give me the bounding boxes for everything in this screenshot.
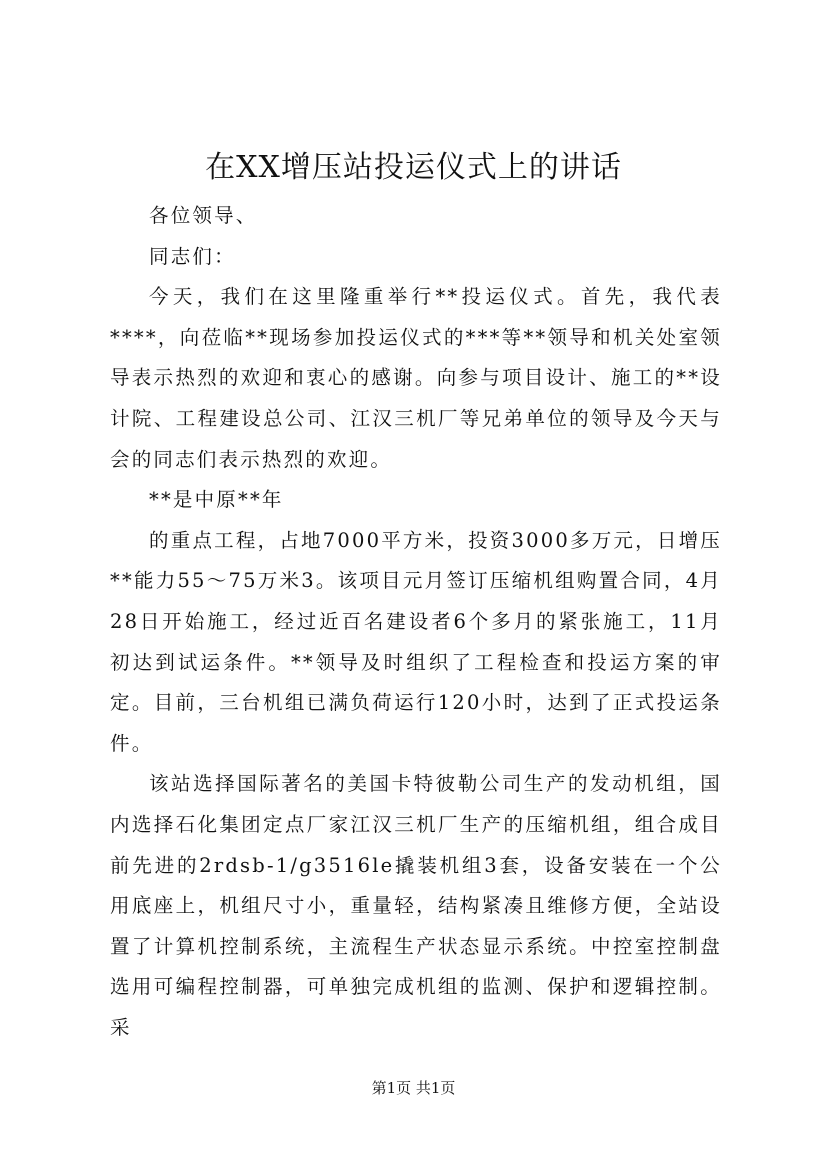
- page-footer: 第1页 共1页: [371, 1079, 456, 1097]
- salutation-line-1: 各位领导、: [149, 204, 258, 227]
- salutation-line-2: 同志们：: [149, 244, 236, 268]
- paragraph-project-intro: **是中原**年: [149, 488, 284, 512]
- paragraph-project-details: 的重点工程，占地7000平方米，投资3000多万元，日增压**能力55～75万米3。该项目元月签订压缩机组购置合同，4月28日开始施工，经过近百名建设者6个多月的紧张施工，11月初达到试运条件。**领导及时组织了工程检查和投运方案的审定。目前，三台机组已满负荷运行120小时，达到了正式投运条件。: [110, 528, 722, 755]
- document-title: 在XX增压站投运仪式上的讲话: [205, 150, 622, 185]
- document-body: [110, 196, 722, 1048]
- paragraph-welcome: 今天，我们在这里隆重举行**投运仪式。首先，我代表****，向莅临**现场参加投运仪式的***等**领导和机关处室领导表示热烈的欢迎和衷心的感谢。向参与项目设计、施工的**设计院、工程建设总公司、江汉三机厂等兄弟单位的领导及今天与会的同志们表示热烈的欢迎。: [110, 285, 722, 471]
- paragraph-equipment: 该站选择国际著名的美国卡特彼勒公司生产的发动机组，国内选择石化集团定点厂家江汉三机厂生产的压缩机组，组合成目前先进的2rdsb-1/g3516le撬装机组3套，设备安装在一个公用底座上，机组尺寸小，重量轻，结构紧凑且维修方便，全站设置了计算机控制系统，主流程生产状态显示系统。中控室控制盘选用可编程控制器，可单独完成机组的监测、保护和逻辑控制。采: [110, 772, 722, 1039]
